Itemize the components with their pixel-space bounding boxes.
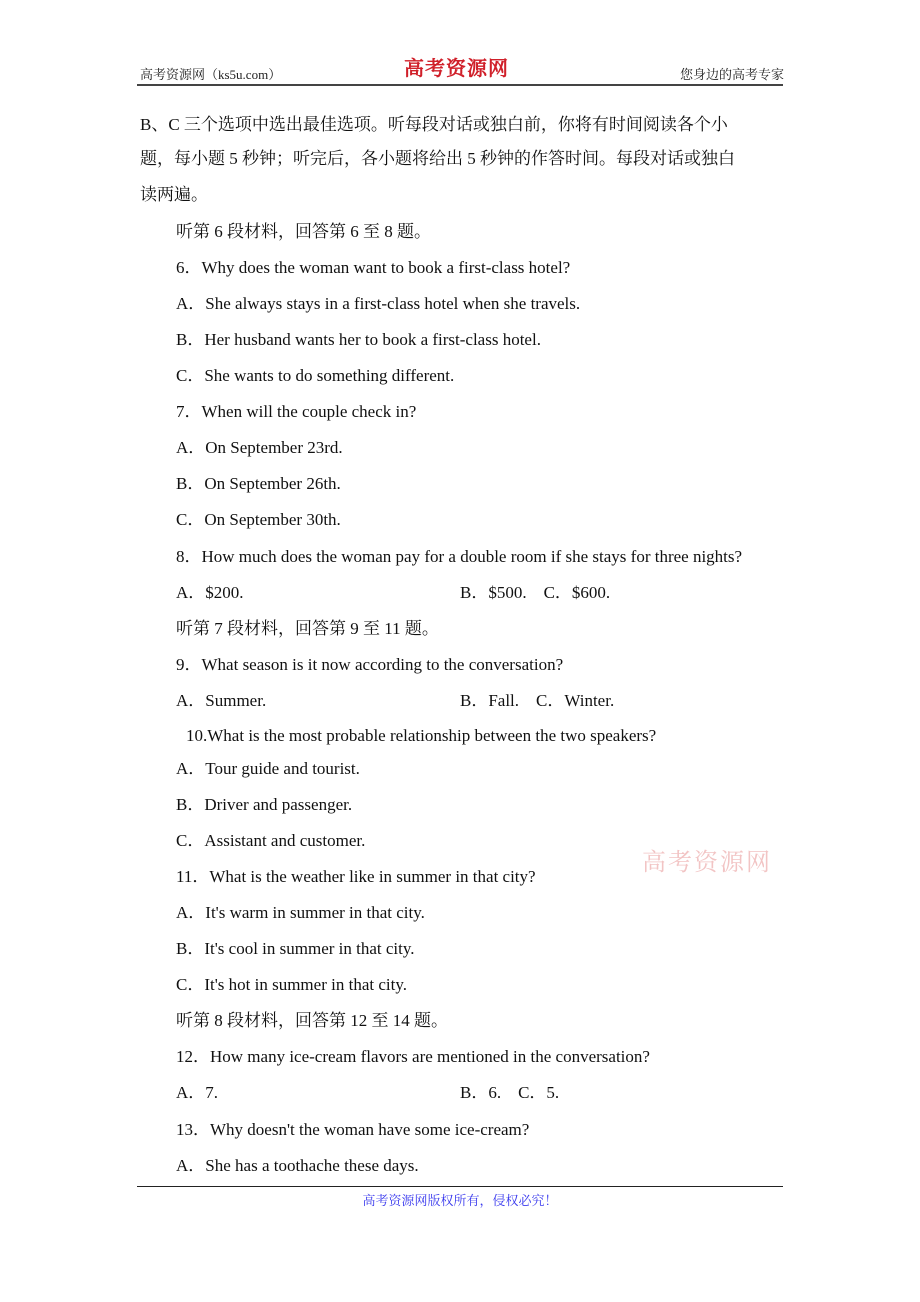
option: B．Her husband wants her to book a first-class hotel. <box>176 330 541 349</box>
watermark: 高考资源网 <box>642 850 772 876</box>
header-left: 高考资源网（ks5u.com） <box>140 67 282 82</box>
option: A．$200. <box>176 583 244 602</box>
option: B．6. C．5. <box>460 1083 560 1102</box>
intro-line: 题，每小题 5 秒钟；听完后，各小题将给出 5 秒钟的作答时间。每段对话或独白 <box>140 149 735 168</box>
section-heading: 听第 8 段材料，回答第 12 至 14 题。 <box>176 1011 448 1030</box>
option: A．Summer. <box>176 691 267 710</box>
question: 6．Why does the woman want to book a first-class hotel? <box>176 258 571 277</box>
footer-text: 高考资源网版权所有，侵权必究！ <box>362 1193 558 1208</box>
option: B．$500. C．$600. <box>460 583 611 602</box>
option: A．It's warm in summer in that city. <box>176 903 425 922</box>
question: 7．When will the couple check in? <box>176 402 417 421</box>
site-logo: 高考资源网 <box>404 58 509 80</box>
question: 13．Why doesn't the woman have some ice-cream? <box>176 1120 530 1139</box>
footer-rule <box>137 1186 783 1187</box>
option: C．Assistant and customer. <box>176 831 366 850</box>
option: A．She always stays in a first-class hotel when she travels. <box>176 294 581 313</box>
option: C．She wants to do something different. <box>176 366 455 385</box>
option: A．7. <box>176 1083 219 1102</box>
option: C．It's hot in summer in that city. <box>176 975 407 994</box>
section-heading: 听第 7 段材料，回答第 9 至 11 题。 <box>176 619 439 638</box>
header-right: 您身边的高考专家 <box>679 67 784 82</box>
header-rule <box>137 84 783 86</box>
question: 9．What season is it now according to the conversation? <box>176 655 564 674</box>
question: 8．How much does the woman pay for a double room if she stays for three nights? <box>176 547 743 566</box>
question: 12．How many ice-cream flavors are mentioned in the conversation? <box>176 1047 650 1066</box>
option: B．Driver and passenger. <box>176 795 353 814</box>
option: C．On September 30th. <box>176 510 341 529</box>
question: 11．What is the weather like in summer in that city? <box>176 867 536 886</box>
option: B．Fall. C．Winter. <box>460 691 615 710</box>
option: A．On September 23rd. <box>176 438 343 457</box>
option: A．Tour guide and tourist. <box>176 759 360 778</box>
option: A．She has a toothache these days. <box>176 1156 419 1175</box>
section-heading: 听第 6 段材料，回答第 6 至 8 题。 <box>176 222 431 241</box>
intro-line: 读两遍。 <box>140 185 208 204</box>
intro-line: B、C 三个选项中选出最佳选项。听每段对话或独白前，你将有时间阅读各个小 <box>140 115 728 134</box>
question: 10.What is the most probable relationship between the two speakers? <box>186 726 657 745</box>
option: B．On September 26th. <box>176 474 341 493</box>
option: B．It's cool in summer in that city. <box>176 939 415 958</box>
